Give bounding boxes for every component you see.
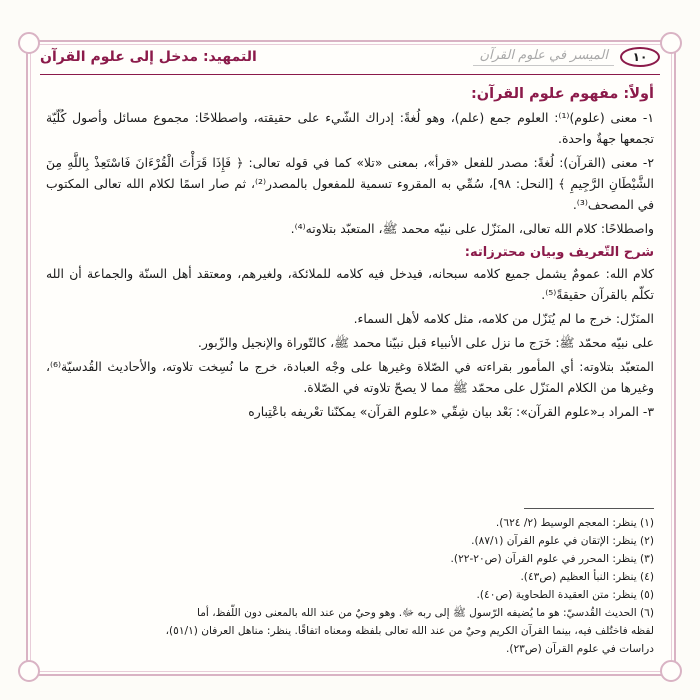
main-text bbox=[46, 84, 654, 425]
footnote: (٦) الحديث القُدسيّ: هو ما يُضيفه الرّسول ﷺ إلى ربه ﷻ. وهو وحيٌ من عند الله بالمعنى دون اللّفظ، أما bbox=[197, 607, 654, 619]
paragraph-line: نُسِخت تلاوته، والأحاديث القُدسيّة⁽⁶⁾، وغيرها من الكلام المنَزّل على محمّد ﷺ bbox=[46, 359, 654, 395]
paragraph-line: المتعبّد بتلاوته: أي المأمور بقراءته في الصّلاة وغيرها على وجْه العبادة، خرج ما bbox=[238, 359, 654, 374]
paragraph-line: ١- معنى (علوم)⁽¹⁾: العلوم جمع (علم)، وهو لُغةً: إدراك الشّيء على حقيقته، bbox=[253, 110, 655, 125]
paragraph-line: بالمصدر⁽²⁾، ثم صار اسمًا لكلام الله تعالى المكتوب في المصحف⁽³⁾. bbox=[46, 176, 654, 212]
page-number: ١٠ bbox=[620, 47, 660, 67]
paragraph-line: والإنجيل والزّبور. bbox=[197, 335, 283, 350]
footnote: (٢) ينظر: الإتقان في علوم القرآن (٨٧/١). bbox=[471, 535, 654, 547]
sub-heading: شرح التّعريف وبيان محترزاته: bbox=[464, 245, 654, 260]
paragraph bbox=[46, 356, 654, 398]
paragraph-line: ومعتقد أهل السنّة والجماعة أن الله تكلّم بالقرآن حقيقةً⁽⁵⁾. bbox=[46, 266, 654, 302]
running-title: التمهيد: مدخل إلى علوم القرآن bbox=[40, 49, 257, 65]
footnote: (٥) ينظر: متن العقيدة الطحاوية (ص٤٠). bbox=[476, 589, 654, 601]
footnote-continuation: لفظه فاختُلف فيه، بينما القرآن الكريم وحيٌ من عند الله تعالى بلفظه ومعناه اتفاقًا. ينظر: مناهل العرفان (٥١/١)، bbox=[165, 625, 654, 637]
paragraph-line: مما لا يصحّ تلاوته في الصّلاة. bbox=[303, 380, 449, 395]
footnote-continuation: دراسات في علوم القرآن (ص٢٣). bbox=[505, 643, 654, 655]
footnotes bbox=[46, 514, 654, 658]
paragraph bbox=[46, 218, 654, 239]
paragraph-line: المنَزّل: خرج ما لم يُنَزّل من كلامه، مثل كلامه لأهل السماء. bbox=[353, 311, 654, 326]
paragraph-line: على نبيّه محمّد ﷺ: خَرَج ما نزل على الأنبياء قبل نبيّنا محمد ﷺ، كالتّوراة bbox=[286, 335, 654, 350]
border-corner-ornament bbox=[660, 32, 682, 54]
paragraph bbox=[46, 308, 654, 329]
header-right bbox=[473, 47, 660, 67]
footnote: (٣) ينظر: المحرر في علوم القرآن (ص٢٠-٢٢). bbox=[450, 553, 654, 565]
section-heading: أولاً: مفهوم علوم القرآن: bbox=[471, 86, 654, 102]
footnote-separator bbox=[524, 508, 654, 509]
footnote: (١) ينظر: المعجم الوسيط (٢/ ٦٢٤). bbox=[495, 517, 654, 529]
paragraph-line: واصطلاحًا: مجموع مسائل وأصول كُلّيّة تجمعها جهةٌ واحدة. bbox=[46, 110, 654, 146]
paragraph bbox=[46, 332, 654, 353]
header-rule bbox=[40, 74, 660, 75]
border-corner-ornament bbox=[18, 32, 40, 54]
paragraph-line: واصطلاحًا: كلام الله تعالى، المنَزّل على نبيّه محمد ﷺ، المتعبّد بتلاوته⁽⁴⁾. bbox=[290, 221, 654, 236]
footnote: (٤) ينظر: النبأ العظيم (ص٤٣). bbox=[520, 571, 654, 583]
border-corner-ornament bbox=[660, 660, 682, 682]
book-title: الميسر في علوم القرآن bbox=[473, 48, 614, 66]
paragraph bbox=[46, 263, 654, 305]
border-corner-ornament bbox=[18, 660, 40, 682]
paragraph-line: كلام الله: عمومٌ يشمل جميع كلامه سبحانه، فيدخل فيه كلامه للملائكة، ولغيرهم، bbox=[237, 266, 654, 281]
paragraph-line: ٢- معنى (القرآن): لُغةً: مصدر للفعل «قرأ»، بمعنى «تلا» كما في قوله تعالى: ﴿ فَإِذَا bbox=[212, 155, 654, 170]
paragraph bbox=[46, 401, 654, 422]
page-header bbox=[40, 42, 660, 72]
paragraph-line: ٣- المراد بـ«علوم القرآن»: بَعْد بيان شِقّي «علوم القرآن» يمكنّنا تعْريفه باعْتِباره bbox=[248, 404, 654, 419]
paragraph bbox=[46, 152, 654, 215]
quran-verse-line: قَرَأْتَ الْقُرْءَانَ فَاسْتَعِذْ بِاللَّهِ مِنَ الشَّيْطَانِ الرَّجِيمِ ﴾ [النحل: ٩٨]، سُمِّي به المقروء تسمية للمفعول bbox=[46, 155, 654, 191]
paragraph bbox=[46, 107, 654, 149]
